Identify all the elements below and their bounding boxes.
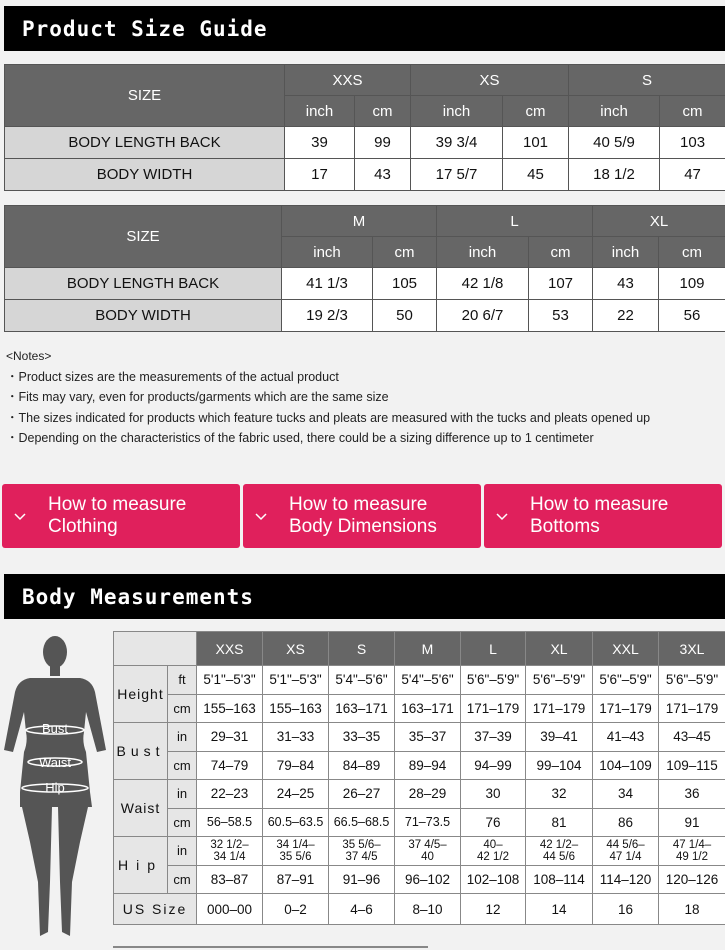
- table-cell: 60.5–63.5: [263, 808, 329, 837]
- note-item: ・Product sizes are the measurements of the actual product: [6, 369, 339, 384]
- unit-inch: inch: [285, 96, 355, 127]
- button-label: How to measure Body Dimensions: [289, 494, 437, 537]
- table-cell: 89–94: [395, 751, 461, 780]
- unit-cm: cm: [168, 694, 197, 723]
- table-cell: 71–73.5: [395, 808, 461, 837]
- how-to-measure-clothing-button[interactable]: [2, 484, 240, 548]
- table-cell: 5'1"–5'3": [197, 666, 263, 695]
- table-cell: 171–179: [659, 694, 725, 723]
- unit-inch: inch: [569, 96, 660, 127]
- size-col-l: L: [437, 206, 593, 237]
- size-col-xxs: XXS: [285, 65, 411, 96]
- row-label-body-length: BODY LENGTH BACK: [5, 268, 282, 300]
- table-cell: 56: [659, 300, 725, 332]
- size-col: L: [461, 632, 526, 666]
- table-cell: 99: [355, 127, 411, 159]
- page-title: Product Size Guide: [22, 16, 268, 41]
- table-row: [114, 808, 725, 837]
- table-cell: 5'6"–5'9": [659, 666, 725, 695]
- table-cell: 91: [659, 808, 725, 837]
- size-col-s: S: [569, 65, 725, 96]
- table-cell: 18 1/2: [569, 159, 660, 191]
- unit-cm: cm: [660, 96, 725, 127]
- unit-inch: inch: [593, 237, 659, 268]
- table-cell: 36: [659, 780, 725, 809]
- chevron-down-icon: [12, 508, 28, 524]
- table-cell: 42 1/2– 44 5/6: [526, 837, 593, 866]
- size-header: SIZE: [5, 206, 282, 268]
- table-cell: 76: [461, 808, 526, 837]
- table-cell: 22: [593, 300, 659, 332]
- table-cell: 53: [529, 300, 593, 332]
- table-cell: 109: [659, 268, 725, 300]
- note-item: ・The sizes indicated for products which feature tucks and pleats are measured with the tucks and pleats opened up: [6, 410, 651, 425]
- table-cell: 39 3/4: [411, 127, 503, 159]
- row-label-body-length: BODY LENGTH BACK: [5, 127, 285, 159]
- table-cell: 18: [659, 894, 725, 925]
- table-cell: 8–10: [395, 894, 461, 925]
- table-cell: 43: [593, 268, 659, 300]
- table-cell: 32 1/2– 34 1/4: [197, 837, 263, 866]
- table-cell: 50: [373, 300, 437, 332]
- table-cell: 16: [593, 894, 659, 925]
- unit-inch: inch: [437, 237, 529, 268]
- table-cell: 43–45: [659, 723, 725, 752]
- table-cell: 81: [526, 808, 593, 837]
- table-row: [5, 127, 725, 159]
- corner-cell: [114, 632, 197, 666]
- table-cell: 30: [461, 780, 526, 809]
- table-cell: 19 2/3: [282, 300, 373, 332]
- table-row: [114, 751, 725, 780]
- table-cell: 17: [285, 159, 355, 191]
- notes-section: [6, 346, 650, 449]
- table-cell: 5'6"–5'9": [526, 666, 593, 695]
- table-cell: 107: [529, 268, 593, 300]
- table-cell: 56–58.5: [197, 808, 263, 837]
- table-cell: 34 1/4– 35 5/6: [263, 837, 329, 866]
- height-label: Height: [114, 666, 168, 723]
- table-cell: 155–163: [263, 694, 329, 723]
- table-cell: 31–33: [263, 723, 329, 752]
- table-cell: 74–79: [197, 751, 263, 780]
- table-row: [114, 894, 725, 925]
- table-cell: 41–43: [593, 723, 659, 752]
- unit-inch: inch: [282, 237, 373, 268]
- unit-in: in: [168, 780, 197, 809]
- unit-cm: cm: [529, 237, 593, 268]
- table-cell: 47 1/4– 49 1/2: [659, 837, 725, 866]
- table-row: [5, 268, 725, 300]
- unit-cm: cm: [168, 751, 197, 780]
- size-col: XXS: [197, 632, 263, 666]
- unit-in: in: [168, 837, 197, 866]
- table-row: [114, 780, 725, 809]
- table-cell: 12: [461, 894, 526, 925]
- table-cell: 104–109: [593, 751, 659, 780]
- table-cell: 37 4/5– 40: [395, 837, 461, 866]
- table-cell: 105: [373, 268, 437, 300]
- table-cell: 22–23: [197, 780, 263, 809]
- table-cell: 0–2: [263, 894, 329, 925]
- table-cell: 39–41: [526, 723, 593, 752]
- table-row: [114, 837, 725, 866]
- table-cell: 40– 42 1/2: [461, 837, 526, 866]
- size-col: XL: [526, 632, 593, 666]
- bust-label: Bust: [41, 721, 69, 736]
- divider: [113, 946, 428, 948]
- hip-label: Hip: [45, 780, 65, 795]
- unit-ft: ft: [168, 666, 197, 695]
- unit-in: in: [168, 723, 197, 752]
- table-cell: 114–120: [593, 865, 659, 894]
- us-size-label: US Size: [114, 894, 197, 925]
- table-cell: 35–37: [395, 723, 461, 752]
- table-cell: 28–29: [395, 780, 461, 809]
- unit-cm: cm: [373, 237, 437, 268]
- table-cell: 4–6: [329, 894, 395, 925]
- size-col-xs: XS: [411, 65, 569, 96]
- table-cell: 29–31: [197, 723, 263, 752]
- table-cell: 91–96: [329, 865, 395, 894]
- table-cell: 20 6/7: [437, 300, 529, 332]
- size-col: S: [329, 632, 395, 666]
- table-cell: 14: [526, 894, 593, 925]
- size-table-2: [4, 205, 725, 332]
- table-cell: 17 5/7: [411, 159, 503, 191]
- table-cell: 35 5/6– 37 4/5: [329, 837, 395, 866]
- table-cell: 32: [526, 780, 593, 809]
- table-row: [5, 159, 725, 191]
- table-cell: 96–102: [395, 865, 461, 894]
- table-cell: 109–115: [659, 751, 725, 780]
- body-measurements-table: [113, 631, 725, 925]
- waist-label: Waist: [38, 755, 72, 770]
- table-cell: 108–114: [526, 865, 593, 894]
- size-col: M: [395, 632, 461, 666]
- table-cell: 47: [660, 159, 725, 191]
- table-cell: 39: [285, 127, 355, 159]
- table-cell: 83–87: [197, 865, 263, 894]
- table-cell: 44 5/6– 47 1/4: [593, 837, 659, 866]
- unit-cm: cm: [503, 96, 569, 127]
- table-cell: 101: [503, 127, 569, 159]
- bust-row-label: Bust: [114, 723, 168, 780]
- table-cell: 5'6"–5'9": [593, 666, 659, 695]
- table-row: [114, 666, 725, 695]
- button-label: How to measure Bottoms: [530, 494, 669, 537]
- chevron-down-icon: [494, 508, 510, 524]
- button-label: How to measure Clothing: [48, 494, 187, 537]
- section-title: Body Measurements: [22, 584, 254, 609]
- table-row: [114, 723, 725, 752]
- row-label-body-width: BODY WIDTH: [5, 300, 282, 332]
- table-row: [5, 300, 725, 332]
- unit-cm: cm: [168, 865, 197, 894]
- table-cell: 37–39: [461, 723, 526, 752]
- size-col: XXL: [593, 632, 659, 666]
- table-cell: 171–179: [461, 694, 526, 723]
- product-size-guide-header: [4, 6, 725, 51]
- unit-inch: inch: [411, 96, 503, 127]
- table-cell: 99–104: [526, 751, 593, 780]
- table-cell: 5'6"–5'9": [461, 666, 526, 695]
- table-cell: 163–171: [395, 694, 461, 723]
- table-cell: 171–179: [526, 694, 593, 723]
- table-cell: 79–84: [263, 751, 329, 780]
- table-cell: 120–126: [659, 865, 725, 894]
- table-row: [114, 865, 725, 894]
- size-header: SIZE: [5, 65, 285, 127]
- hip-row-label: Hip: [114, 837, 168, 894]
- notes-heading: <Notes>: [6, 349, 52, 363]
- how-to-measure-body-dimensions-button[interactable]: [243, 484, 481, 548]
- table-cell: 171–179: [593, 694, 659, 723]
- body-silhouette-figure: [0, 632, 112, 950]
- table-cell: 5'4"–5'6": [395, 666, 461, 695]
- table-cell: 40 5/9: [569, 127, 660, 159]
- table-cell: 87–91: [263, 865, 329, 894]
- chevron-down-icon: [253, 508, 269, 524]
- table-cell: 45: [503, 159, 569, 191]
- table-cell: 5'4"–5'6": [329, 666, 395, 695]
- row-label-body-width: BODY WIDTH: [5, 159, 285, 191]
- note-item: ・Fits may vary, even for products/garments which are the same size: [6, 390, 389, 404]
- table-cell: 103: [660, 127, 725, 159]
- note-item: ・Depending on the characteristics of the fabric used, there could be a sizing difference up to 1 centimeter: [6, 431, 594, 445]
- table-cell: 102–108: [461, 865, 526, 894]
- unit-cm: cm: [168, 808, 197, 837]
- size-col: 3XL: [659, 632, 725, 666]
- size-col: XS: [263, 632, 329, 666]
- table-cell: 155–163: [197, 694, 263, 723]
- unit-cm: cm: [355, 96, 411, 127]
- table-cell: 66.5–68.5: [329, 808, 395, 837]
- size-table-1: [4, 64, 725, 191]
- table-cell: 94–99: [461, 751, 526, 780]
- table-cell: 41 1/3: [282, 268, 373, 300]
- body-measurements-header: [4, 574, 725, 619]
- table-cell: 000–00: [197, 894, 263, 925]
- waist-row-label: Waist: [114, 780, 168, 837]
- size-col-xl: XL: [593, 206, 725, 237]
- table-cell: 84–89: [329, 751, 395, 780]
- table-cell: 42 1/8: [437, 268, 529, 300]
- table-cell: 5'1"–5'3": [263, 666, 329, 695]
- size-col-m: M: [282, 206, 437, 237]
- table-cell: 24–25: [263, 780, 329, 809]
- table-row: [114, 694, 725, 723]
- table-cell: 86: [593, 808, 659, 837]
- table-cell: 43: [355, 159, 411, 191]
- how-to-measure-bottoms-button[interactable]: [484, 484, 722, 548]
- table-cell: 33–35: [329, 723, 395, 752]
- table-cell: 163–171: [329, 694, 395, 723]
- table-cell: 26–27: [329, 780, 395, 809]
- table-cell: 34: [593, 780, 659, 809]
- unit-cm: cm: [659, 237, 725, 268]
